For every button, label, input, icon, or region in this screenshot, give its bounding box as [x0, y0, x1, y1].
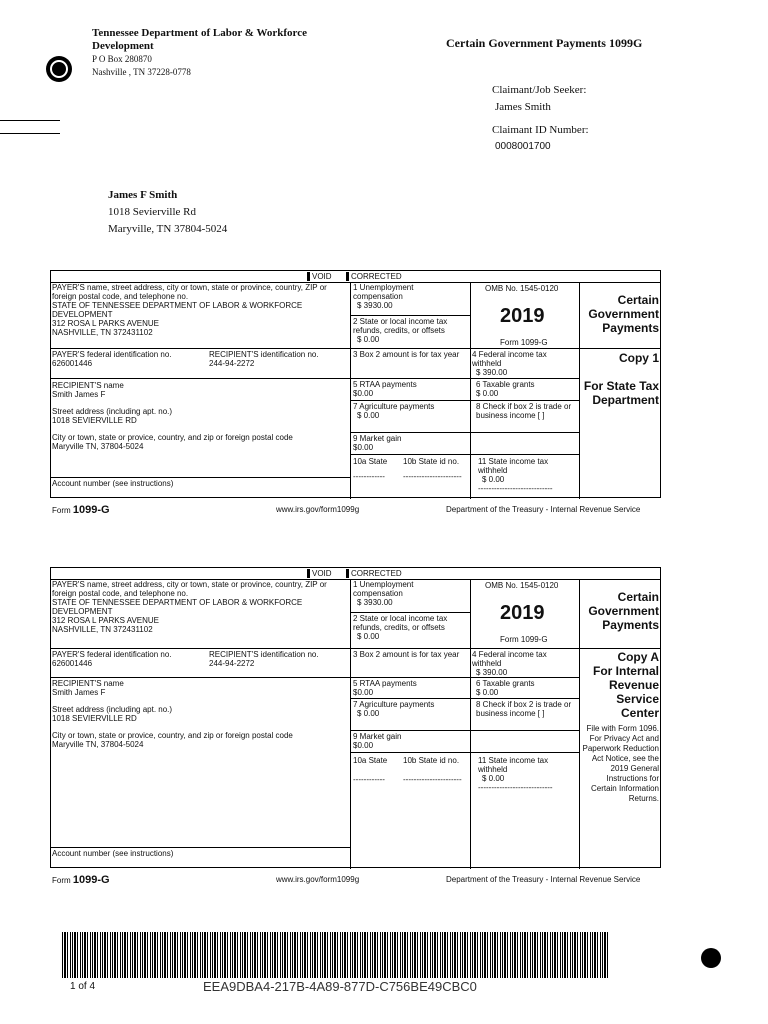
mailing-address — [108, 187, 227, 238]
copy-purpose: For State Tax Department — [583, 379, 659, 407]
recipient-info: RECIPIENT'S name Smith James F Street address (including apt. no.) 1018 SEVIERVILLE RD City or town, state or provice, country, and zip or foreign postal code Maryville TN, 37804-5024 — [52, 381, 293, 451]
claimant-label: Claimant/Job Seeker: — [492, 84, 587, 96]
recipient-id: RECIPIENT'S identification no. 244-94-2272 — [209, 350, 319, 368]
box10b: 10b State id no. ---------------------- — [403, 457, 462, 481]
mail-line2: Maryville, TN 37804-5024 — [108, 223, 228, 235]
form-number: Form 1099-G — [500, 635, 548, 644]
box9: 9 Market gain $0.00 — [353, 434, 402, 452]
box1: 1 Unemployment compensation $ 3930.00 — [353, 580, 414, 607]
payer-address-2: Nashville , TN 37228-0778 — [92, 67, 191, 77]
box5: 5 RTAA payments $0.00 — [353, 380, 417, 398]
box8: 8 Check if box 2 is trade or business income [ ] — [476, 700, 572, 718]
payer-info: PAYER'S name, street address, city or town, state or province, country, ZIP or foreign postal code, and telephone no. STATE OF TENNESSEE DEPARTMENT OF LABOR & WORKFORCE DEVELOPMENT 312 ROSA L PARKS AVENUE NASHVILLE, TN 372431102 — [52, 283, 327, 337]
account-number: Account number (see instructions) — [52, 849, 174, 858]
form-side-title: Certain Government Payments — [588, 293, 659, 335]
form-copy-1 — [50, 270, 661, 498]
box2: 2 State or local income tax refunds, credits, or offsets $ 0.00 — [353, 317, 448, 344]
barcode — [62, 932, 608, 978]
claimant-id-label: Claimant ID Number: — [492, 124, 589, 136]
payer-name-2: Development — [92, 40, 154, 52]
form-side-title: Certain Government Payments — [588, 590, 659, 632]
page-number: 1 of 4 — [70, 981, 96, 992]
box11: 11 State income tax withheld $ 0.00 ---------------------------- — [478, 457, 553, 493]
box10a: 10a State ------------ — [353, 756, 388, 784]
omb: OMB No. 1545-0120 — [485, 284, 559, 293]
payer-fid: PAYER'S federal identification no. 626001446 — [52, 350, 172, 368]
box5: 5 RTAA payments $0.00 — [353, 679, 417, 697]
fold-mark-1 — [0, 120, 60, 121]
recipient-id: RECIPIENT'S identification no. 244-94-2272 — [209, 650, 319, 668]
form-copy-a — [50, 567, 661, 868]
document-id: EEA9DBA4-217B-4A89-877D-C756BE49CBC0 — [203, 979, 477, 994]
void-box: VOID — [307, 569, 332, 578]
tax-year: 2019 — [500, 305, 545, 327]
box7: 7 Agriculture payments $ 0.00 — [353, 700, 435, 718]
box10a: 10a State ------------ — [353, 457, 388, 481]
box3: 3 Box 2 amount is for tax year — [353, 350, 460, 359]
payer-fid: PAYER'S federal identification no. 626001446 — [52, 650, 172, 668]
omb: OMB No. 1545-0120 — [485, 581, 559, 590]
registration-dot — [701, 948, 721, 968]
box6: 6 Taxable grants $ 0.00 — [476, 679, 535, 697]
box8: 8 Check if box 2 is trade or business income [ ] — [476, 402, 572, 420]
recipient-info: RECIPIENT'S name Smith James F Street address (including apt. no.) 1018 SEVIERVILLE RD City or town, state or provice, country, and zip or foreign postal code Maryville TN, 37804-5024 — [52, 679, 293, 749]
box1: 1 Unemployment compensation $ 3930.00 — [353, 283, 414, 310]
corrected-box: CORRECTED — [346, 272, 402, 281]
form-number: Form 1099-G — [500, 338, 548, 347]
payer-address-1: P O Box 280870 — [92, 54, 152, 64]
logo-mark-inner — [50, 60, 68, 78]
tax-year: 2019 — [500, 602, 545, 624]
box6: 6 Taxable grants $ 0.00 — [476, 380, 535, 398]
account-number: Account number (see instructions) — [52, 479, 174, 488]
void-box: VOID — [307, 272, 332, 281]
footer-2: Form 1099-G www.irs.gov/form1099g Department of the Treasury - Internal Revenue Service — [52, 874, 641, 886]
fold-mark-2 — [0, 133, 60, 134]
copy-label: Copy A — [617, 650, 659, 664]
copy-purpose: For Internal Revenue Service Center — [592, 664, 659, 720]
payer-name-1: Tennessee Department of Labor & Workforce — [92, 27, 307, 39]
payer-header — [92, 27, 307, 79]
copy-label: Copy 1 — [618, 351, 659, 365]
box4: 4 Federal income tax withheld $ 390.00 — [472, 350, 547, 377]
box7: 7 Agriculture payments $ 0.00 — [353, 402, 435, 420]
corrected-box: CORRECTED — [346, 569, 402, 578]
footer-1: Form 1099-G www.irs.gov/form1099g Department of the Treasury - Internal Revenue Service — [52, 504, 641, 516]
claimant-id: 0008001700 — [495, 141, 551, 152]
box11: 11 State income tax withheld $ 0.00 ---------------------------- — [478, 756, 553, 792]
claimant-name: James Smith — [495, 101, 551, 113]
box4: 4 Federal income tax withheld $ 390.00 — [472, 650, 547, 677]
form-title: Certain Government Payments 1099G — [446, 36, 643, 50]
box10b: 10b State id no. ---------------------- — [403, 756, 462, 784]
mail-line1: 1018 Sevierville Rd — [108, 206, 196, 218]
copy-note: File with Form 1096. For Privacy Act and Paperwork Reduction Act Notice, see the 2019 General Instructions for Certain Information Returns. — [582, 724, 659, 803]
mail-name: James F Smith — [108, 189, 178, 201]
box3: 3 Box 2 amount is for tax year — [353, 650, 460, 659]
payer-info: PAYER'S name, street address, city or town, state or province, country, ZIP or foreign postal code, and telephone no. STATE OF TENNESSEE DEPARTMENT OF LABOR & WORKFORCE DEVELOPMENT 312 ROSA L PARKS AVENUE NASHVILLE, TN 372431102 — [52, 580, 327, 634]
box2: 2 State or local income tax refunds, credits, or offsets $ 0.00 — [353, 614, 448, 641]
box9: 9 Market gain $0.00 — [353, 732, 402, 750]
